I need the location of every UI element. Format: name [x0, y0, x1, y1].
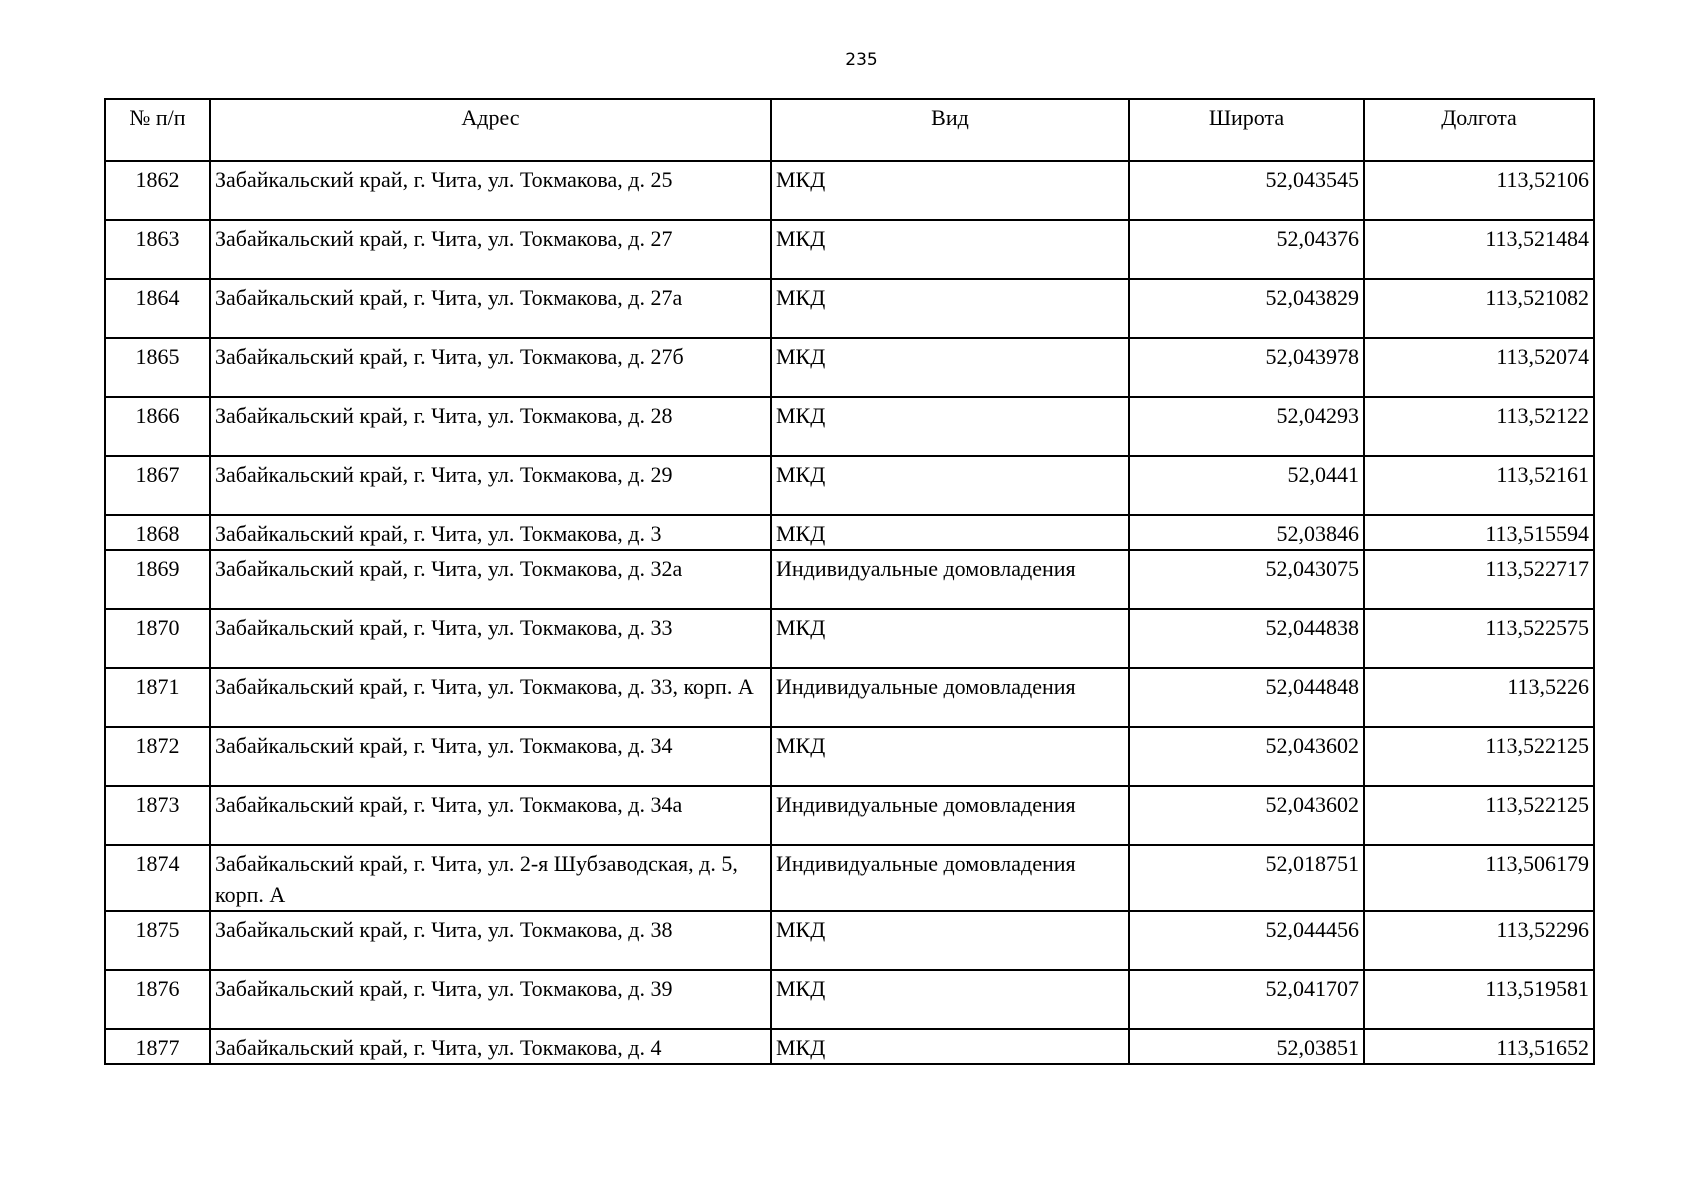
- cell-latitude: 52,043978: [1129, 338, 1364, 397]
- cell-address: Забайкальский край, г. Чита, ул. Токмакова, д. 34а: [210, 786, 771, 845]
- table-row: [105, 1029, 1594, 1064]
- header-longitude: Долгота: [1364, 99, 1594, 161]
- cell-kind: МКД: [771, 338, 1129, 397]
- cell-number: 1868: [105, 515, 210, 550]
- cell-number: 1869: [105, 550, 210, 609]
- cell-longitude: 113,522125: [1364, 786, 1594, 845]
- address-table: [104, 98, 1595, 1065]
- cell-address: Забайкальский край, г. Чита, ул. 2-я Шубзаводская, д. 5, корп. А: [210, 845, 771, 911]
- table-row: [105, 161, 1594, 220]
- cell-longitude: 113,521082: [1364, 279, 1594, 338]
- cell-latitude: 52,04376: [1129, 220, 1364, 279]
- cell-longitude: 113,515594: [1364, 515, 1594, 550]
- cell-latitude: 52,0441: [1129, 456, 1364, 515]
- cell-longitude: 113,522717: [1364, 550, 1594, 609]
- cell-kind: МКД: [771, 220, 1129, 279]
- cell-kind: МКД: [771, 515, 1129, 550]
- cell-number: 1871: [105, 668, 210, 727]
- table-row: [105, 397, 1594, 456]
- cell-address: Забайкальский край, г. Чита, ул. Токмакова, д. 27а: [210, 279, 771, 338]
- cell-longitude: 113,52296: [1364, 911, 1594, 970]
- cell-number: 1876: [105, 970, 210, 1029]
- cell-latitude: 52,03851: [1129, 1029, 1364, 1064]
- table-body: [105, 161, 1594, 1064]
- cell-latitude: 52,03846: [1129, 515, 1364, 550]
- cell-latitude: 52,041707: [1129, 970, 1364, 1029]
- cell-kind: Индивидуальные домовладения: [771, 845, 1129, 911]
- cell-address: Забайкальский край, г. Чита, ул. Токмакова, д. 28: [210, 397, 771, 456]
- cell-address: Забайкальский край, г. Чита, ул. Токмакова, д. 34: [210, 727, 771, 786]
- cell-latitude: 52,044456: [1129, 911, 1364, 970]
- cell-address: Забайкальский край, г. Чита, ул. Токмакова, д. 25: [210, 161, 771, 220]
- cell-longitude: 113,52074: [1364, 338, 1594, 397]
- table-row: [105, 786, 1594, 845]
- cell-kind: МКД: [771, 456, 1129, 515]
- cell-number: 1866: [105, 397, 210, 456]
- header-latitude: Широта: [1129, 99, 1364, 161]
- cell-address: Забайкальский край, г. Чита, ул. Токмакова, д. 4: [210, 1029, 771, 1064]
- cell-kind: МКД: [771, 609, 1129, 668]
- cell-address: Забайкальский край, г. Чита, ул. Токмакова, д. 38: [210, 911, 771, 970]
- cell-longitude: 113,521484: [1364, 220, 1594, 279]
- table-row: [105, 668, 1594, 727]
- cell-address: Забайкальский край, г. Чита, ул. Токмакова, д. 39: [210, 970, 771, 1029]
- cell-address: Забайкальский край, г. Чита, ул. Токмакова, д. 33: [210, 609, 771, 668]
- cell-longitude: 113,522125: [1364, 727, 1594, 786]
- cell-number: 1870: [105, 609, 210, 668]
- cell-kind: Индивидуальные домовладения: [771, 550, 1129, 609]
- cell-longitude: 113,506179: [1364, 845, 1594, 911]
- cell-longitude: 113,519581: [1364, 970, 1594, 1029]
- cell-kind: Индивидуальные домовладения: [771, 668, 1129, 727]
- table-row: [105, 727, 1594, 786]
- cell-address: Забайкальский край, г. Чита, ул. Токмакова, д. 29: [210, 456, 771, 515]
- table-row: [105, 970, 1594, 1029]
- cell-latitude: 52,043829: [1129, 279, 1364, 338]
- cell-number: 1864: [105, 279, 210, 338]
- cell-number: 1873: [105, 786, 210, 845]
- cell-kind: МКД: [771, 911, 1129, 970]
- cell-latitude: 52,044838: [1129, 609, 1364, 668]
- cell-longitude: 113,52106: [1364, 161, 1594, 220]
- cell-longitude: 113,522575: [1364, 609, 1594, 668]
- table-row: [105, 279, 1594, 338]
- cell-kind: МКД: [771, 397, 1129, 456]
- cell-address: Забайкальский край, г. Чита, ул. Токмакова, д. 32а: [210, 550, 771, 609]
- cell-latitude: 52,043545: [1129, 161, 1364, 220]
- table-row: [105, 609, 1594, 668]
- cell-kind: МКД: [771, 279, 1129, 338]
- cell-latitude: 52,044848: [1129, 668, 1364, 727]
- cell-longitude: 113,51652: [1364, 1029, 1594, 1064]
- cell-latitude: 52,043075: [1129, 550, 1364, 609]
- table-row: [105, 220, 1594, 279]
- cell-number: 1874: [105, 845, 210, 911]
- cell-number: 1867: [105, 456, 210, 515]
- cell-longitude: 113,52122: [1364, 397, 1594, 456]
- cell-kind: МКД: [771, 161, 1129, 220]
- table-row: [105, 456, 1594, 515]
- cell-number: 1875: [105, 911, 210, 970]
- cell-address: Забайкальский край, г. Чита, ул. Токмакова, д. 27б: [210, 338, 771, 397]
- cell-number: 1862: [105, 161, 210, 220]
- header-kind: Вид: [771, 99, 1129, 161]
- cell-address: Забайкальский край, г. Чита, ул. Токмакова, д. 3: [210, 515, 771, 550]
- cell-address: Забайкальский край, г. Чита, ул. Токмакова, д. 27: [210, 220, 771, 279]
- cell-longitude: 113,52161: [1364, 456, 1594, 515]
- cell-number: 1872: [105, 727, 210, 786]
- cell-number: 1863: [105, 220, 210, 279]
- cell-kind: Индивидуальные домовладения: [771, 786, 1129, 845]
- header-number: № п/п: [105, 99, 210, 161]
- table-row: [105, 550, 1594, 609]
- cell-latitude: 52,043602: [1129, 727, 1364, 786]
- page-number: 235: [845, 50, 878, 70]
- cell-latitude: 52,043602: [1129, 786, 1364, 845]
- table-header-row: [105, 99, 1594, 161]
- table-row: [105, 338, 1594, 397]
- cell-address: Забайкальский край, г. Чита, ул. Токмакова, д. 33, корп. А: [210, 668, 771, 727]
- cell-kind: МКД: [771, 727, 1129, 786]
- cell-number: 1877: [105, 1029, 210, 1064]
- cell-number: 1865: [105, 338, 210, 397]
- table-row: [105, 845, 1594, 911]
- header-address: Адрес: [210, 99, 771, 161]
- cell-kind: МКД: [771, 1029, 1129, 1064]
- table-row: [105, 515, 1594, 550]
- cell-longitude: 113,5226: [1364, 668, 1594, 727]
- cell-kind: МКД: [771, 970, 1129, 1029]
- cell-latitude: 52,018751: [1129, 845, 1364, 911]
- table-row: [105, 911, 1594, 970]
- cell-latitude: 52,04293: [1129, 397, 1364, 456]
